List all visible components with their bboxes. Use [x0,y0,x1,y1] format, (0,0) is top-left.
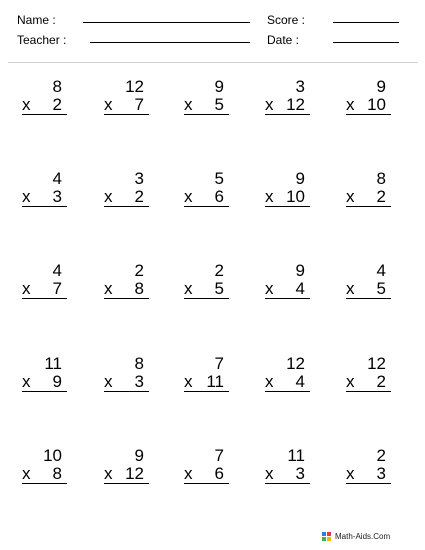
answer-line [22,483,67,484]
multiply-operator: x [22,279,31,298]
multiplier: 2 [134,187,144,206]
multiplier: 9 [52,372,62,391]
score-label: Score : [267,13,306,27]
multiplier: 4 [295,279,305,298]
multiply-operator: x [265,95,274,114]
multiply-operator: x [346,464,355,483]
multiplier: 2 [52,95,62,114]
multiply-operator: x [184,95,193,114]
multiplicand: 5 [214,169,224,188]
logo-square-1 [322,532,326,536]
multiply-operator: x [184,372,193,391]
multiplicand: 8 [52,77,62,96]
multiplier: 11 [206,372,224,391]
multiply-operator: x [265,187,274,206]
multiply-operator: x [265,372,274,391]
answer-line [184,206,229,207]
multiplier: 12 [125,464,144,483]
problem-4-1 [22,355,72,401]
problem-5-3 [184,447,234,493]
multiply-operator: x [184,464,193,483]
problem-2-5 [346,170,396,216]
multiply-operator: x [265,464,274,483]
multiplicand: 3 [134,169,144,188]
multiplier: 10 [286,187,305,206]
problem-3-5 [346,262,396,308]
multiplier: 12 [286,95,305,114]
answer-line [184,391,229,392]
multiplier: 8 [134,279,144,298]
problem-1-4 [265,78,315,124]
multiplicand: 12 [125,77,144,96]
multiplicand: 4 [52,261,62,280]
multiplicand: 4 [52,169,62,188]
multiply-operator: x [22,187,31,206]
multiply-operator: x [346,187,355,206]
problem-3-3 [184,262,234,308]
logo-square-2 [327,532,331,536]
answer-line [22,298,67,299]
problem-2-1 [22,170,72,216]
multiply-operator: x [346,95,355,114]
answer-line [104,114,149,115]
multiplier: 3 [376,464,386,483]
multiplicand: 9 [214,77,224,96]
multiply-operator: x [346,279,355,298]
date-label: Date : [267,33,300,47]
multiplicand: 11 [44,354,62,373]
answer-line [184,114,229,115]
name-label: Name : [17,13,56,27]
answer-line [104,483,149,484]
multiplier: 7 [134,95,144,114]
answer-line [265,114,310,115]
problem-1-3 [184,78,234,124]
multiplier: 8 [52,464,62,483]
multiplicand: 11 [287,446,305,465]
problem-1-1 [22,78,72,124]
answer-line [22,114,67,115]
logo-square-4 [327,537,331,541]
multiply-operator: x [22,95,31,114]
answer-line [184,298,229,299]
multiply-operator: x [265,279,274,298]
multiplier: 5 [214,95,224,114]
multiply-operator: x [184,187,193,206]
answer-line [265,391,310,392]
multiplicand: 8 [134,354,144,373]
multiplicand: 7 [214,446,224,465]
multiply-operator: x [104,372,113,391]
multiplicand: 2 [134,261,144,280]
problem-1-5 [346,78,396,124]
problem-4-3 [184,355,234,401]
answer-line [265,206,310,207]
multiplicand: 4 [376,261,386,280]
multiplicand: 2 [376,446,386,465]
answer-line [104,298,149,299]
multiply-operator: x [104,95,113,114]
multiply-operator: x [104,187,113,206]
multiplicand: 7 [214,354,224,373]
multiplicand: 8 [376,169,386,188]
multiplier: 6 [214,187,224,206]
answer-line [22,391,67,392]
answer-line [265,298,310,299]
problem-2-4 [265,170,315,216]
multiplicand: 12 [367,354,386,373]
multiplicand: 9 [295,169,305,188]
problem-5-4 [265,447,315,493]
multiplicand: 9 [134,446,144,465]
multiplicand: 12 [286,354,305,373]
answer-line [104,206,149,207]
problem-3-4 [265,262,315,308]
multiply-operator: x [104,464,113,483]
multiplicand: 9 [376,77,386,96]
multiplier: 4 [295,372,305,391]
answer-line [346,483,391,484]
multiplier: 2 [376,372,386,391]
answer-line [346,206,391,207]
multiplicand: 9 [295,261,305,280]
multiplier: 7 [52,279,62,298]
multiplier: 5 [214,279,224,298]
problem-5-5 [346,447,396,493]
answer-line [22,206,67,207]
answer-line [346,391,391,392]
multiplier: 3 [295,464,305,483]
logo-text: Math-Aids.Com [335,532,391,541]
multiplicand: 2 [214,261,224,280]
logo-square-3 [322,537,326,541]
problem-1-2 [104,78,154,124]
multiplier: 10 [367,95,386,114]
multiply-operator: x [22,372,31,391]
problem-4-5 [346,355,396,401]
multiplier: 2 [376,187,386,206]
multiply-operator: x [184,279,193,298]
multiplicand: 10 [43,446,62,465]
multiply-operator: x [346,372,355,391]
multiplier: 6 [214,464,224,483]
answer-line [265,483,310,484]
problem-2-3 [184,170,234,216]
multiplicand: 3 [295,77,305,96]
multiply-operator: x [22,464,31,483]
multiplier: 3 [134,372,144,391]
answer-line [104,391,149,392]
teacher-label: Teacher : [17,33,67,47]
answer-line [184,483,229,484]
problem-3-2 [104,262,154,308]
problem-5-1 [22,447,72,493]
problem-3-1 [22,262,72,308]
problem-4-2 [104,355,154,401]
multiplier: 5 [376,279,386,298]
answer-line [346,298,391,299]
problem-5-2 [104,447,154,493]
multiplier: 3 [52,187,62,206]
multiply-operator: x [104,279,113,298]
problem-2-2 [104,170,154,216]
answer-line [346,114,391,115]
problem-4-4 [265,355,315,401]
logo-icon [322,532,332,542]
